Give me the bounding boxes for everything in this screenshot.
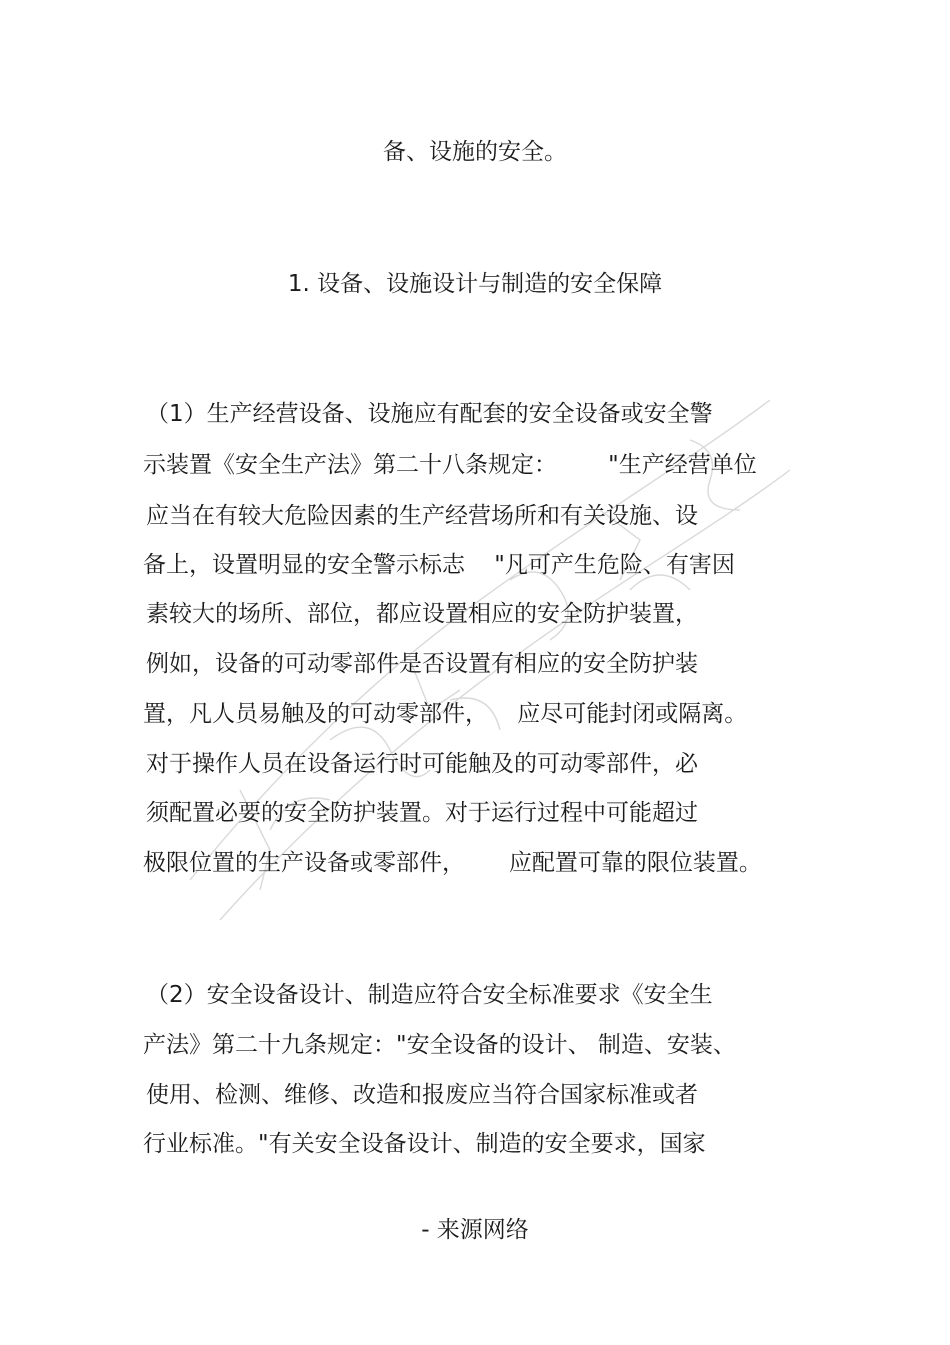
paragraph-1-line: （1）生产经营设备、设施应有配套的安全设备或安全警	[146, 401, 713, 427]
paragraph-1-line: 示装置《安全生产法》第二十八条规定： "生产经营单位	[143, 452, 757, 478]
paragraph-1-line: 应当在有较大危险因素的生产经营场所和有关设施、设	[146, 503, 698, 529]
continuation-line: 备、设施的安全。	[383, 139, 567, 165]
paragraph-2-line: 产法》第二十九条规定："安全设备的设计、 制造、安装、	[143, 1032, 736, 1058]
section-heading: 1. 设备、设施设计与制造的安全保障	[287, 271, 663, 297]
paragraph-1-line: 极限位置的生产设备或零部件， 应配置可靠的限位装置。	[143, 850, 762, 876]
paragraph-1-line: 素较大的场所、部位，都应设置相应的安全防护装置，	[146, 601, 698, 627]
paragraph-2-line: 使用、检测、维修、改造和报废应当符合国家标准或者	[146, 1082, 698, 1108]
paragraph-1-line: 须配置必要的安全防护装置。对于运行过程中可能超过	[146, 800, 698, 826]
paragraph-2-line: （2）安全设备设计、制造应符合安全标准要求《安全生	[146, 982, 713, 1008]
paragraph-1-line: 备上，设置明显的安全警示标志 "凡可产生危险、有害因	[143, 552, 735, 578]
page-footer: - 来源网络	[421, 1217, 529, 1243]
paragraph-2-line: 行业标准。"有关安全设备设计、制造的安全要求，国家	[143, 1131, 706, 1157]
paragraph-1-line: 例如，设备的可动零部件是否设置有相应的安全防护装	[146, 651, 698, 677]
paragraph-1-line: 置，凡人员易触及的可动零部件， 应尽可能封闭或隔离。	[143, 701, 748, 727]
paragraph-1-line: 对于操作人员在设备运行时可能触及的可动零部件，必	[146, 751, 698, 777]
